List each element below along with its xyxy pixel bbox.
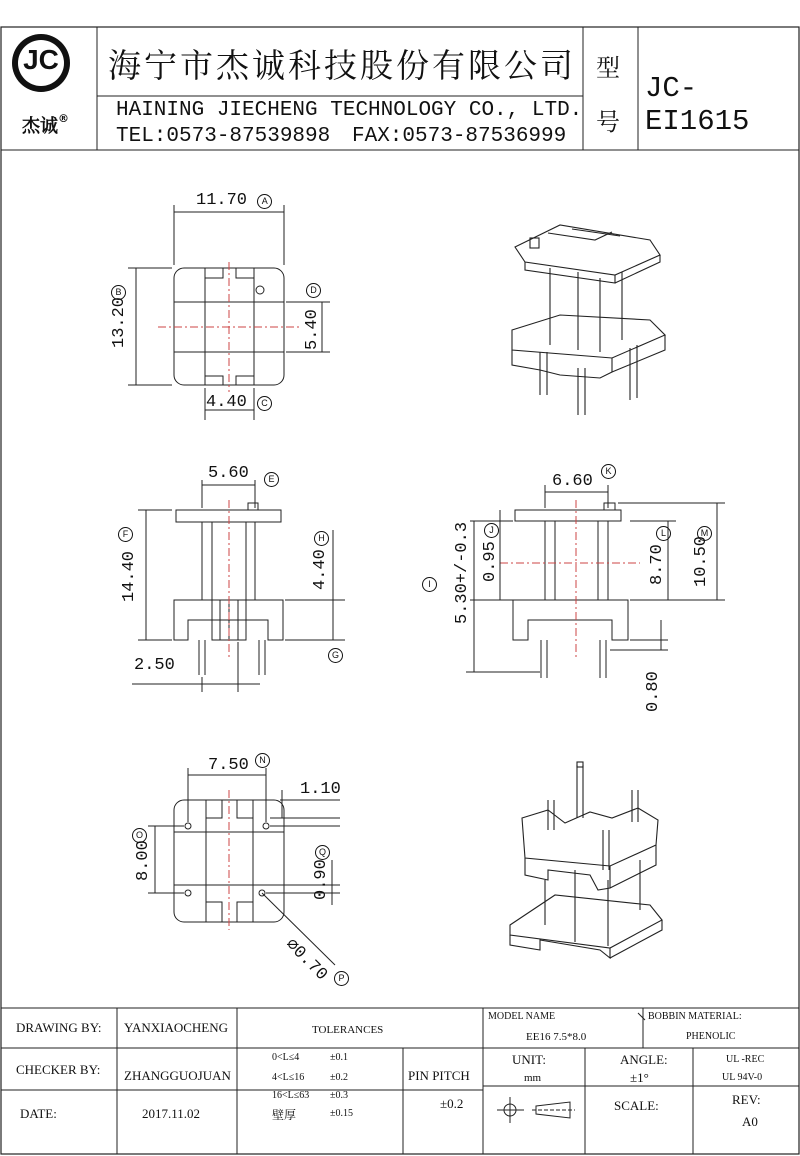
dim-i: 5.30+/-0.3 — [453, 521, 472, 624]
dim-g: 2.50 — [134, 656, 175, 675]
bobbin-material-value: PHENOLIC — [686, 1031, 736, 1042]
dim-p: ⌀0.70 — [281, 935, 331, 985]
dim-h-tag: H — [314, 528, 329, 546]
model-name-value: EE16 7.5*8.0 — [526, 1031, 587, 1043]
bobbin-material-label: BOBBIN MATERIAL: — [648, 1011, 742, 1022]
dim-extra: 0.80 — [644, 671, 663, 712]
title-block-lines — [1, 1008, 799, 1154]
drawing-by-value: YANXIAOCHENG — [124, 1020, 228, 1035]
dim-f: 14.40 — [120, 550, 139, 602]
dim-p-tag: P — [334, 968, 349, 986]
unit-label: UNIT: — [512, 1052, 547, 1067]
logo-letters: JC — [23, 44, 59, 75]
tolerances-label: TOLERANCES — [312, 1024, 384, 1036]
dim-l-tag: L — [656, 523, 671, 541]
tol-value-1: ±0.1 — [330, 1052, 348, 1063]
unit-value: mm — [524, 1072, 542, 1084]
rev-value: A0 — [742, 1114, 758, 1129]
logo-mark — [12, 34, 70, 92]
dim-n: 7.50 — [208, 756, 249, 775]
dim-k-tag: K — [601, 461, 616, 479]
tol-range-4: 壁厚 — [272, 1108, 297, 1122]
ul-rec: UL -REC — [726, 1054, 765, 1065]
dim-a: 11.70 A — [196, 191, 272, 210]
dim-e-tag: E — [264, 469, 279, 487]
checker-by-value: ZHANGGUOJUAN — [124, 1068, 231, 1083]
dim-f-tag: F — [118, 524, 133, 542]
company-name-english: HAINING JIECHENG TECHNOLOGY CO., LTD. — [116, 99, 583, 122]
tol-range-3: 16<L≤63 — [272, 1090, 310, 1101]
dim-e: 5.60 — [208, 464, 249, 483]
type-label-top: 型 — [596, 54, 620, 82]
dim-c: 4.40 C — [206, 393, 272, 412]
dim-b-tag: B — [111, 282, 126, 300]
logo-chinese: 杰诚® — [22, 112, 69, 137]
top-view — [128, 205, 330, 420]
dim-d: 5.40 — [303, 309, 322, 350]
model-number: JC-EI1615 — [645, 72, 750, 138]
dim-o: 8.00 — [134, 840, 153, 881]
checker-by-label: CHECKER BY: — [16, 1062, 101, 1077]
dim-b: 13.20 — [110, 296, 129, 348]
dim-q: 0.90 — [312, 859, 331, 900]
scale-label: SCALE: — [614, 1098, 659, 1113]
dim-j-tag: J — [484, 520, 499, 538]
dim-h: 4.40 — [311, 549, 330, 590]
dim-j: 0.95 — [481, 541, 500, 582]
type-label-bottom: 号 — [596, 108, 620, 136]
rev-label: REV: — [732, 1092, 761, 1107]
company-name-chinese: 海宁市杰诚科技股份有限公司 — [108, 46, 576, 85]
dim-d-tag: D — [306, 280, 321, 298]
dim-k: 6.60 — [552, 472, 593, 491]
dim-m-tag: M — [697, 523, 712, 541]
company-fax: FAX:0573-87536999 — [352, 125, 567, 148]
tol-range-2: 4<L≤16 — [272, 1072, 305, 1083]
model-name-label: MODEL NAME — [488, 1011, 556, 1022]
angle-label: ANGLE: — [620, 1052, 668, 1067]
date-value: 2017.11.02 — [142, 1106, 201, 1121]
dim-n2: 1.10 — [300, 780, 341, 799]
dim-o-tag: O — [132, 825, 147, 843]
dim-n-tag: N — [255, 750, 270, 768]
ul-94v0: UL 94V-0 — [722, 1072, 763, 1083]
tol-value-2: ±0.2 — [330, 1072, 348, 1083]
pin-pitch-value: ±0.2 — [440, 1096, 464, 1111]
date-label: DATE: — [20, 1106, 57, 1121]
isometric-view-top — [512, 225, 665, 415]
pin-pitch-label: PIN PITCH — [408, 1068, 470, 1083]
company-telephone: TEL:0573-87539898 — [116, 125, 331, 148]
tol-range-1: 0<L≤4 — [272, 1052, 300, 1063]
isometric-view-bottom — [510, 762, 662, 958]
tol-value-4: ±0.15 — [330, 1108, 353, 1119]
tol-value-3: ±0.3 — [330, 1090, 348, 1101]
dim-l: 8.70 — [648, 544, 667, 585]
dim-i-tag: I — [422, 574, 437, 592]
dim-m: 10.50 — [692, 535, 711, 587]
dim-g-tag: G — [328, 645, 343, 663]
drawing-by-label: DRAWING BY: — [16, 1020, 102, 1035]
side-view-right — [466, 485, 725, 678]
angle-value: ±1° — [630, 1070, 649, 1085]
dim-q-tag: Q — [315, 842, 330, 860]
